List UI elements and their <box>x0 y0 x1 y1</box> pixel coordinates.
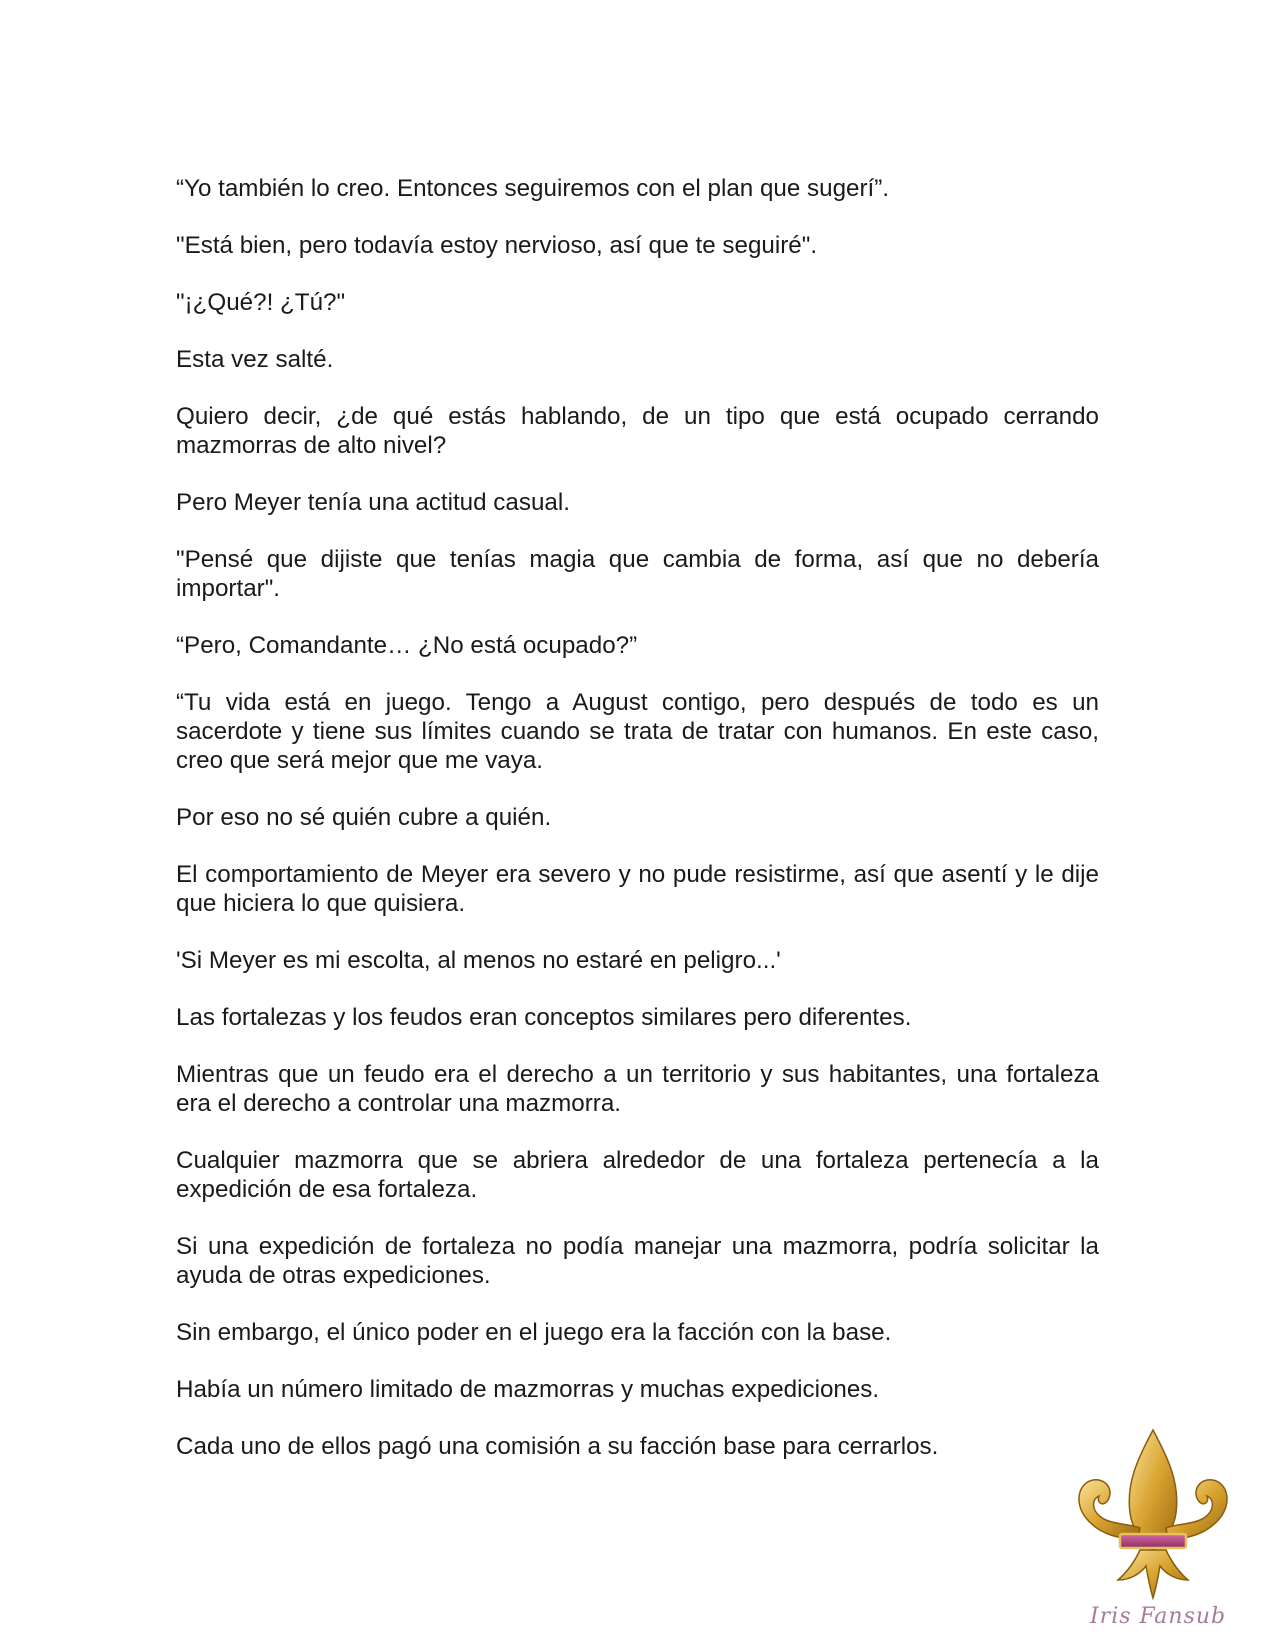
paragraph: Si una expedición de fortaleza no podía manejar una mazmorra, podría solicitar la ayuda de otras expediciones. <box>176 1233 1099 1289</box>
paragraph: "Pensé que dijiste que tenías magia que cambia de forma, así que no debería importar". <box>176 546 1099 602</box>
paragraph: "Está bien, pero todavía estoy nervioso, así que te seguiré". <box>176 232 818 259</box>
paragraph: Por eso no sé quién cubre a quién. <box>176 804 552 831</box>
paragraph: Pero Meyer tenía una actitud casual. <box>176 489 570 516</box>
document-body <box>176 174 1099 1489</box>
paragraph: 'Si Meyer es mi escolta, al menos no estaré en peligro...' <box>176 947 781 974</box>
paragraph: Cualquier mazmorra que se abriera alrededor de una fortaleza pertenecía a la expedición de esa fortaleza. <box>176 1147 1099 1203</box>
paragraph: El comportamiento de Meyer era severo y no pude resistirme, así que asentí y le dije que hiciera lo que quisiera. <box>176 861 1099 917</box>
paragraph: “Yo también lo creo. Entonces seguiremos con el plan que sugerí”. <box>176 175 890 202</box>
paragraph: Esta vez salté. <box>176 346 334 373</box>
paragraph: Las fortalezas y los feudos eran conceptos similares pero diferentes. <box>176 1004 912 1031</box>
paragraph: “Tu vida está en juego. Tengo a August contigo, pero después de todo es un sacerdote y tiene sus límites cuando se trata de tratar con humanos. En este caso, creo que será mejor que me vaya. <box>176 689 1099 774</box>
paragraph: Había un número limitado de mazmorras y muchas expediciones. <box>176 1376 880 1403</box>
paragraph: Sin embargo, el único poder en el juego era la facción con la base. <box>176 1319 892 1346</box>
watermark-text: Iris Fansub <box>1090 1604 1227 1629</box>
paragraph: "¡¿Qué?! ¿Tú?" <box>176 289 346 316</box>
paragraph: Quiero decir, ¿de qué estás hablando, de un tipo que está ocupado cerrando mazmorras de alto nivel? <box>176 403 1099 459</box>
paragraph: “Pero, Comandante… ¿No está ocupado?” <box>176 632 638 659</box>
paragraph: Cada uno de ellos pagó una comisión a su facción base para cerrarlos. <box>176 1433 939 1460</box>
paragraph: Mientras que un feudo era el derecho a un territorio y sus habitantes, una fortaleza era el derecho a controlar una mazmorra. <box>176 1061 1099 1117</box>
